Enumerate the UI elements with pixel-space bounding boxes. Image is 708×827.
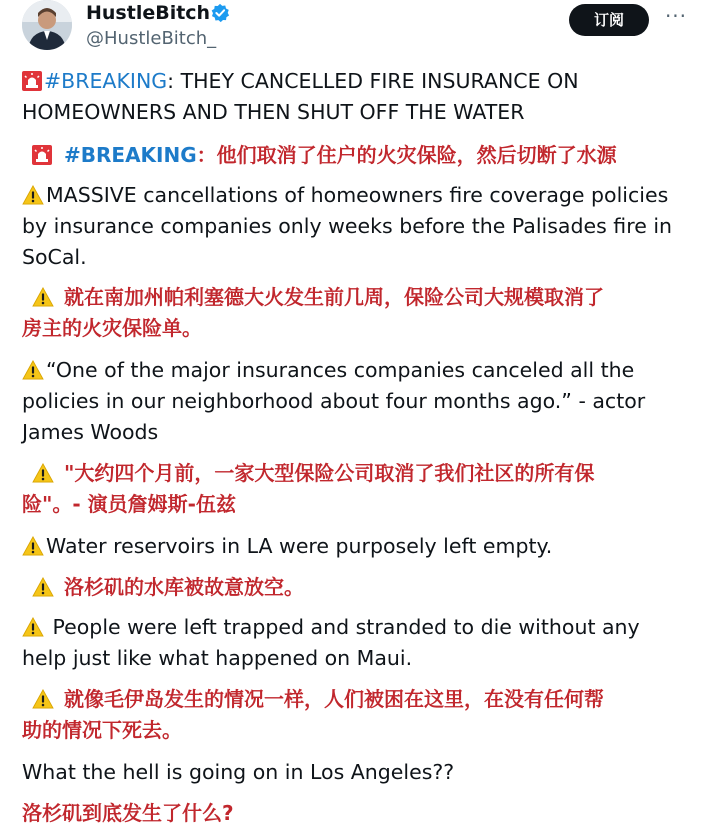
paragraph-line: James Woods: [22, 420, 159, 444]
warning-sign-icon: [22, 360, 44, 380]
paragraph-line: policies in our neighborhood about four months ago.” - actor: [22, 389, 646, 413]
breaking-headline-line2: HOMEOWNERS AND THEN SHUT OFF THE WATER: [22, 100, 525, 124]
paragraph-line: 洛杉矶的水库被故意放空。: [64, 575, 304, 599]
warning-sign-icon: [22, 185, 44, 205]
more-options-icon[interactable]: ···: [664, 4, 688, 28]
hashtag-link[interactable]: #BREAKING: [44, 69, 168, 93]
warning-sign-icon: [22, 536, 44, 556]
paragraph-line: 洛杉矶到底发生了什么?: [22, 801, 234, 825]
paragraph-line: 就在南加州帕利塞德大火发生前几周，保险公司大规模取消了: [64, 285, 604, 309]
paragraph-line: 房主的火灾保险单。: [22, 316, 202, 340]
paragraph-line: 险"。- 演员詹姆斯-伍兹: [22, 492, 236, 516]
paragraph-line: 助的情况下死去。: [22, 718, 182, 742]
rotating-light-icon: [32, 145, 52, 165]
warning-sign-icon: [32, 689, 54, 709]
post-paragraph-reservoirs: [22, 531, 692, 562]
paragraph-line: by insurance companies only weeks before the Palisades fire in: [22, 214, 673, 238]
paragraph-line: MASSIVE cancellations of homeowners fire coverage policies: [46, 183, 669, 207]
post-paragraph-question-zh: [22, 798, 692, 827]
breaking-headline-line1: : THEY CANCELLED FIRE INSURANCE ON: [167, 69, 579, 93]
post-paragraph-quote: [22, 355, 692, 448]
subscribe-button[interactable]: 订阅: [569, 4, 649, 36]
paragraph-line: People were left trapped and stranded to die without any: [46, 615, 640, 639]
paragraph-line: 就像毛伊岛发生的情况一样，人们被困在这里，在没有任何帮: [64, 687, 604, 711]
warning-sign-icon: [32, 287, 54, 307]
warning-sign-icon: [22, 617, 44, 637]
verified-badge-icon: [210, 3, 230, 23]
rotating-light-icon: [22, 71, 42, 91]
post-paragraph-cancellations-zh: [22, 282, 692, 344]
post-paragraph-question: [22, 757, 692, 788]
warning-sign-icon: [32, 577, 54, 597]
post-header: [0, 0, 708, 64]
person-photo-icon: [22, 0, 72, 50]
display-name[interactable]: HustleBitch: [86, 2, 211, 24]
paragraph-line: “One of the major insurances companies canceled all the: [46, 358, 635, 382]
paragraph-line: "大约四个月前，一家大型保险公司取消了我们社区的所有保: [64, 461, 595, 485]
post-paragraph-cancellations: [22, 180, 692, 273]
breaking-headline-zh: ：他们取消了住户的火灾保险，然后切断了水源: [196, 143, 617, 167]
post-paragraph-stranded-zh: [22, 684, 692, 746]
user-handle[interactable]: @HustleBitch_: [86, 28, 217, 49]
paragraph-line: SoCal.: [22, 245, 87, 269]
paragraph-line: What the hell is going on in Los Angeles??: [22, 760, 455, 784]
warning-sign-icon: [32, 463, 54, 483]
avatar[interactable]: [22, 0, 72, 50]
paragraph-line: help just like what happened on Maui.: [22, 646, 413, 670]
post-paragraph-reservoirs-zh: [22, 572, 692, 603]
post-paragraph-breaking: [22, 66, 692, 128]
paragraph-line: Water reservoirs in LA were purposely left empty.: [46, 534, 553, 558]
hashtag-link[interactable]: #BREAKING: [64, 143, 197, 167]
post-paragraph-stranded: [22, 612, 692, 674]
post-paragraph-quote-zh: [22, 458, 692, 520]
post-paragraph-breaking-zh: [22, 140, 692, 171]
